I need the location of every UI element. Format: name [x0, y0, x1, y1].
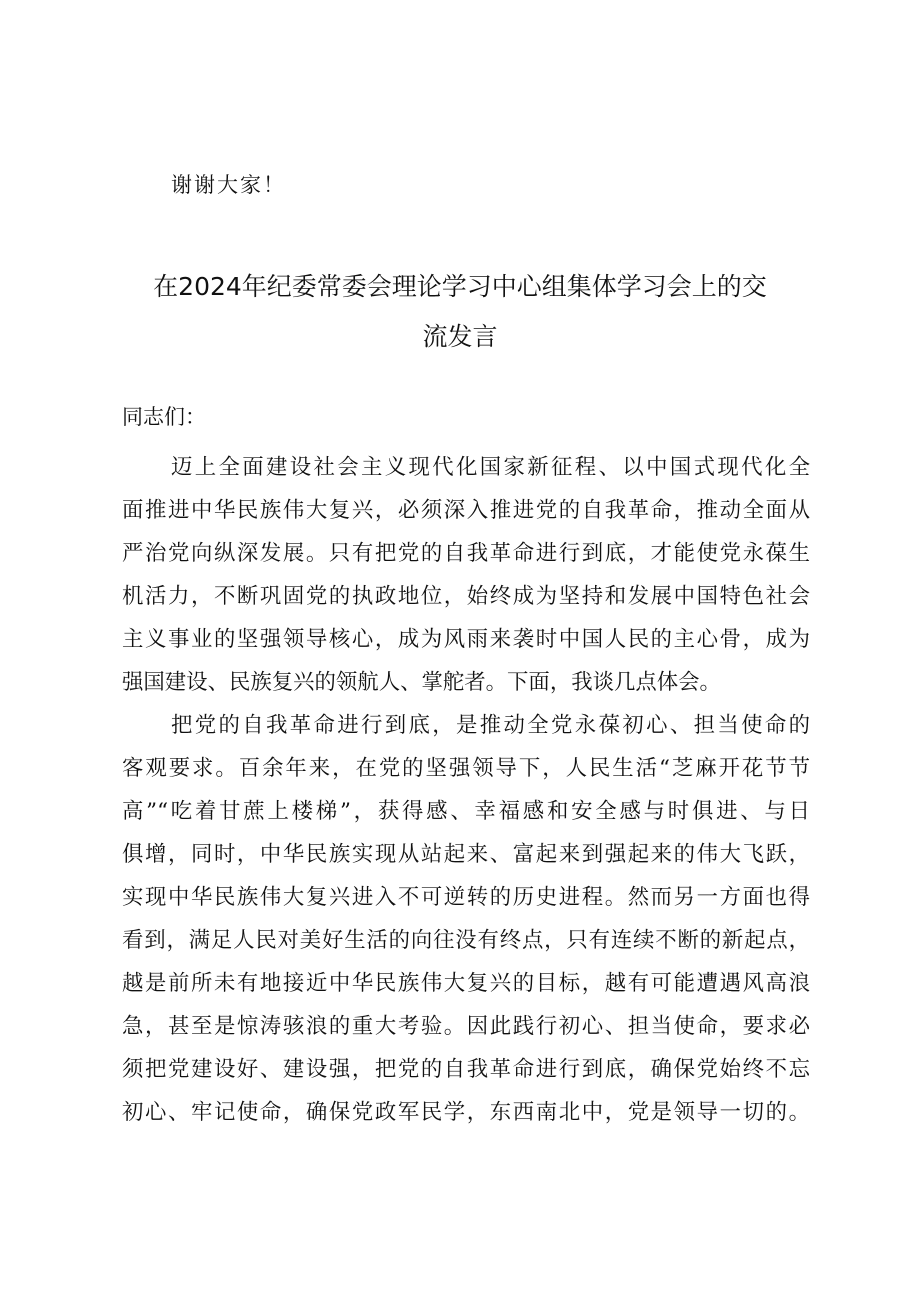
- paragraph-line: 强国建设、民族复兴的领航人、掌舵者。下面，我谈几点体会。: [122, 670, 721, 695]
- paragraph-line: 面推进中华民族伟大复兴，必须深入推进党的自我革命，推动全面从: [122, 498, 810, 523]
- paragraph-line: 初心、牢记使命，确保党政军民学，东西南北中，党是领导一切的。: [122, 1100, 810, 1125]
- paragraph-line: 主义事业的坚强领导核心，成为风雨来袭时中国人民的主心骨，成为: [122, 627, 810, 652]
- paragraph-line: 越是前所未有地接近中华民族伟大复兴的目标，越有可能遭遇风高浪: [122, 971, 810, 996]
- paragraph-line: 急，甚至是惊涛骇浪的重大考验。因此践行初心、担当使命，要求必: [122, 1014, 810, 1039]
- paragraph-line: 迈上全面建设社会主义现代化国家新征程、以中国式现代化全: [171, 455, 810, 480]
- paragraph-line: 须把党建设好、建设强，把党的自我革命进行到底，确保党始终不忘: [122, 1057, 810, 1082]
- document-title: [110, 262, 810, 362]
- paragraph-line: 实现中华民族伟大复兴进入不可逆转的历史进程。然而另一方面也得: [122, 885, 810, 910]
- salutation: 同志们：: [122, 405, 206, 429]
- title-line: 流发言: [422, 322, 498, 351]
- paragraph-line: 客观要求。百余年来，在党的坚强领导下，人民生活“芝麻开花节节: [122, 756, 810, 781]
- paragraph-1: [122, 446, 810, 704]
- title-line: 在2024年纪委常委会理论学习中心组集体学习会上的交: [153, 272, 767, 301]
- paragraph-line: 看到，满足人民对美好生活的向往没有终点，只有连续不断的新起点，: [122, 928, 810, 953]
- paragraph-2: [122, 704, 810, 1134]
- closing-thanks: 谢谢大家！: [171, 173, 286, 197]
- paragraph-line: 高”“吃着甘蔗上楼梯”，获得感、幸福感和安全感与时俱进、与日: [122, 799, 810, 824]
- paragraph-line: 严治党向纵深发展。只有把党的自我革命进行到底，才能使党永葆生: [122, 541, 810, 566]
- paragraph-line: 机活力，不断巩固党的执政地位，始终成为坚持和发展中国特色社会: [122, 584, 810, 609]
- paragraph-line: 俱增，同时，中华民族实现从站起来、富起来到强起来的伟大飞跃，: [122, 842, 810, 867]
- paragraph-line: 把党的自我革命进行到底，是推动全党永葆初心、担当使命的: [171, 713, 810, 738]
